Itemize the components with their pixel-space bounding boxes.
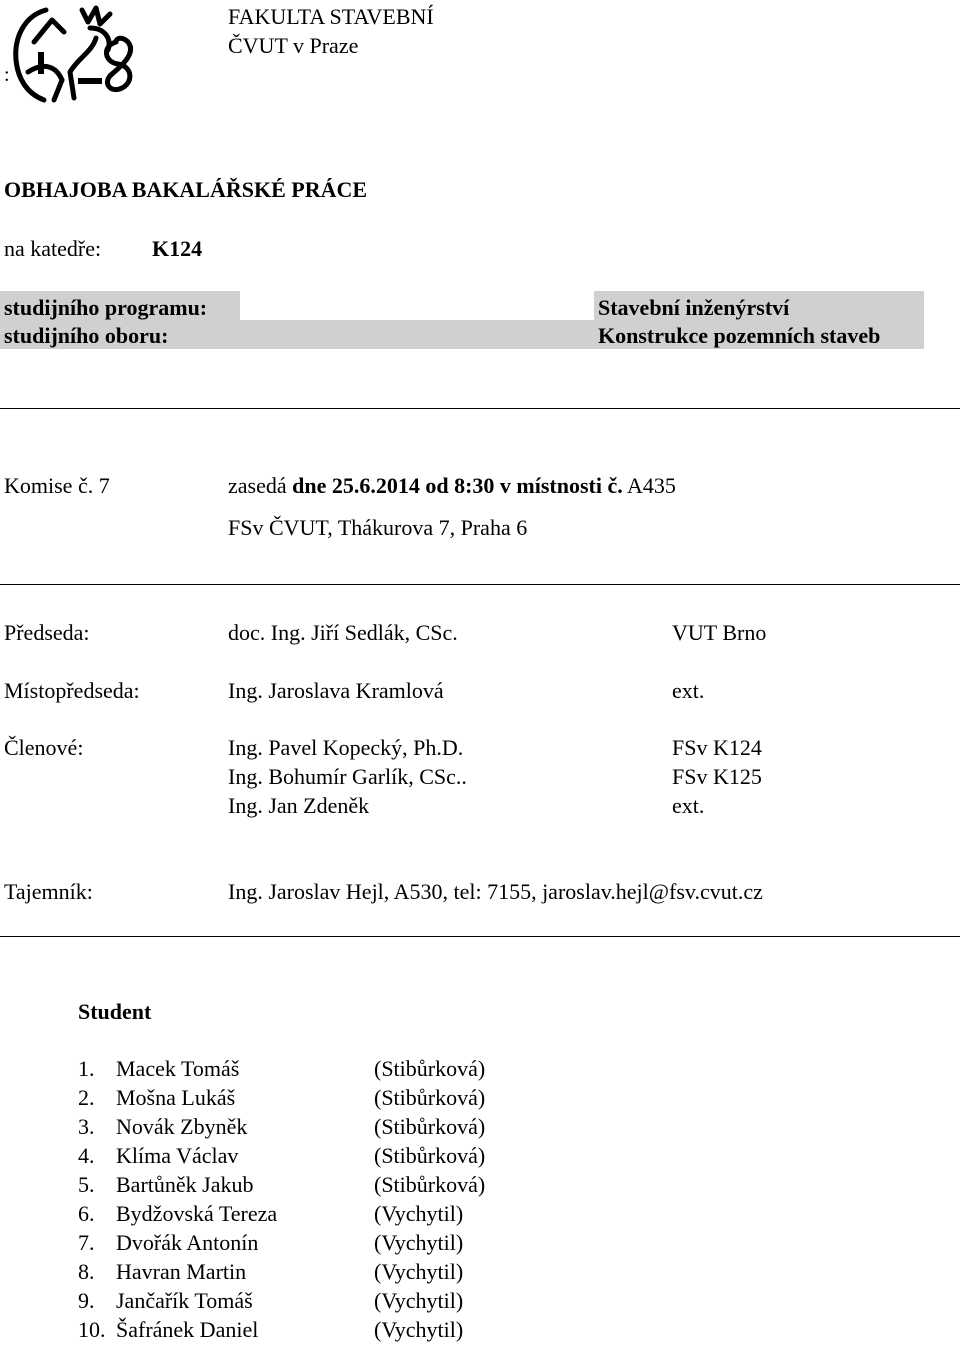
- student-supervisor: (Stibůrková): [374, 1085, 486, 1110]
- student-number: 2.: [78, 1085, 95, 1110]
- student-supervisor: (Vychytil): [374, 1259, 464, 1284]
- stray-mark: :: [4, 64, 10, 86]
- meeting-room: A435: [627, 473, 676, 498]
- student-supervisor: (Stibůrková): [374, 1143, 486, 1168]
- member-name: Ing. Jan Zdeněk: [228, 793, 370, 818]
- student-supervisor: (Stibůrková): [374, 1056, 486, 1081]
- student-supervisor: (Vychytil): [374, 1317, 464, 1342]
- student-supervisor: (Vychytil): [374, 1201, 464, 1226]
- field-value: Konstrukce pozemních staveb: [598, 323, 881, 348]
- faculty-name: FAKULTA STAVEBNÍ: [228, 4, 434, 29]
- student-name: Jančařík Tomáš: [116, 1288, 253, 1313]
- member-name: Ing. Pavel Kopecký, Ph.D.: [228, 735, 464, 760]
- student-name: Šafránek Daniel: [116, 1317, 259, 1342]
- student-name: Bartůněk Jakub: [116, 1172, 254, 1197]
- program-label: studijního programu:: [4, 295, 208, 320]
- student-supervisor: (Stibůrková): [374, 1114, 486, 1139]
- member-affiliation: FSv K124: [672, 735, 762, 760]
- student-number: 5.: [78, 1172, 95, 1197]
- chair-name: doc. Ing. Jiří Sedlák, CSc.: [228, 620, 458, 645]
- student-name: Macek Tomáš: [116, 1056, 240, 1081]
- student-name: Dvořák Antonín: [116, 1230, 259, 1255]
- student-number: 6.: [78, 1201, 95, 1226]
- student-supervisor: (Stibůrková): [374, 1172, 486, 1197]
- vice-chair-affiliation: ext.: [672, 678, 705, 703]
- student-number: 3.: [78, 1114, 95, 1139]
- meeting-address: FSv ČVUT, Thákurova 7, Praha 6: [228, 515, 528, 540]
- document-title: OBHAJOBA BAKALÁŘSKÉ PRÁCE: [4, 177, 368, 202]
- student-name: Bydžovská Tereza: [116, 1201, 278, 1226]
- member-affiliation: FSv K125: [672, 764, 762, 789]
- student-number: 1.: [78, 1056, 95, 1081]
- member-name: Ing. Bohumír Garlík, CSc..: [228, 764, 467, 789]
- program-value: Stavební inženýrství: [598, 295, 790, 320]
- student-supervisor: (Vychytil): [374, 1288, 464, 1313]
- student-name: Havran Martin: [116, 1259, 247, 1284]
- student-number: 10.: [78, 1317, 106, 1342]
- student-name: Novák Zbyněk: [116, 1114, 248, 1139]
- cvut-logo: [4, 2, 144, 104]
- meeting-prefix: zasedá: [228, 473, 287, 498]
- divider-2: [0, 584, 960, 585]
- secretary-label: Tajemník:: [4, 879, 93, 904]
- vice-chair-name: Ing. Jaroslava Kramlová: [228, 678, 444, 703]
- chair-label: Předseda:: [4, 620, 90, 645]
- divider-1: [0, 408, 960, 409]
- student-number: 9.: [78, 1288, 95, 1313]
- meeting-info: [228, 473, 676, 498]
- student-name: Mošna Lukáš: [116, 1085, 236, 1110]
- vice-chair-label: Místopředseda:: [4, 678, 140, 703]
- committee-label: Komise č. 7: [4, 473, 110, 498]
- student-number: 7.: [78, 1230, 95, 1255]
- secretary-value: Ing. Jaroslav Hejl, A530, tel: 7155, jaroslav.hejl@fsv.cvut.cz: [228, 879, 763, 904]
- student-number: 8.: [78, 1259, 95, 1284]
- meeting-datetime: dne 25.6.2014 od 8:30 v místnosti č.: [292, 473, 623, 498]
- chair-affiliation: VUT Brno: [672, 620, 767, 645]
- department-value: K124: [152, 236, 203, 261]
- field-label: studijního oboru:: [4, 323, 169, 348]
- students-heading: Student: [78, 999, 152, 1024]
- student-number: 4.: [78, 1143, 95, 1168]
- members-label: Členové:: [4, 735, 84, 760]
- university-name: ČVUT v Praze: [228, 33, 359, 58]
- department-label: na katedře:: [4, 236, 102, 261]
- divider-3: [0, 936, 960, 937]
- student-supervisor: (Vychytil): [374, 1230, 464, 1255]
- member-affiliation: ext.: [672, 793, 705, 818]
- student-name: Klíma Václav: [116, 1143, 239, 1168]
